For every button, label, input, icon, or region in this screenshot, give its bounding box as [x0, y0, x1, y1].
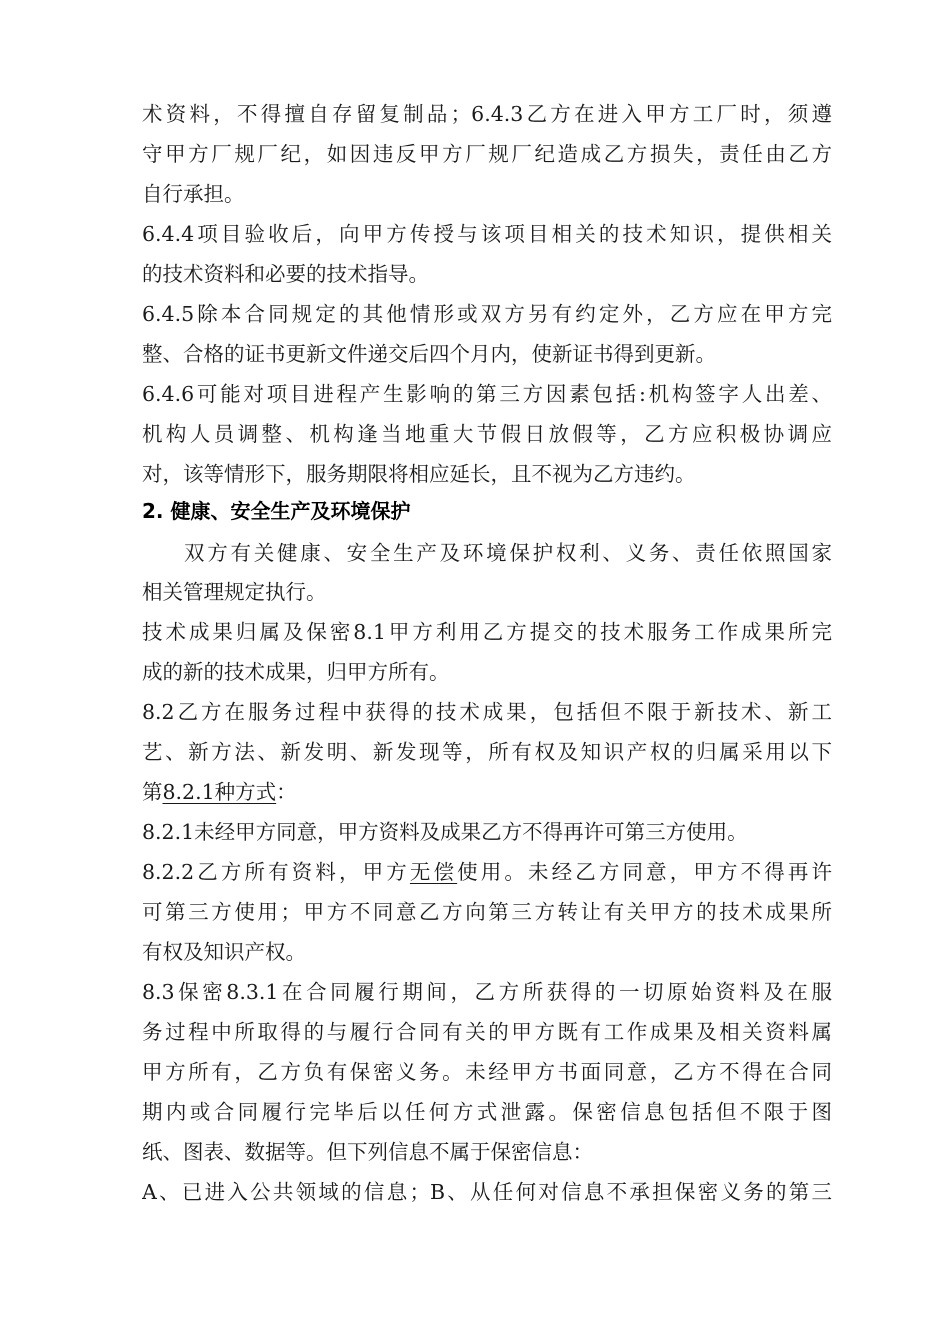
body-text-line: 6.4.6可能对项目进程产生影响的第三方因素包括:机构签字人出差、 [142, 382, 832, 406]
body-text-line [142, 854, 832, 890]
body-text-line: 8.2.1未经甲方同意，甲方资料及成果乙方不得再许可第三方使用。 [142, 820, 748, 844]
body-text-line: 务过程中所取得的与履行合同有关的甲方既有工作成果及相关资料属 [142, 1020, 832, 1044]
body-text-line: 成的新的技术成果，归甲方所有。 [142, 660, 450, 684]
underlined-option: 8.2.1种方式 [162, 780, 277, 804]
body-text-line: 甲方所有，乙方负有保密义务。未经甲方书面同意，乙方不得在合同 [142, 1060, 832, 1084]
body-text-line: 6.4.5除本合同规定的其他情形或双方另有约定外，乙方应在甲方完 [142, 302, 832, 326]
body-text-line: 可第三方使用；甲方不同意乙方向第三方转让有关甲方的技术成果所 [142, 900, 832, 924]
text-segment: ： [276, 780, 297, 804]
body-text-line: 术资料，不得擅自存留复制品；6.4.3乙方在进入甲方工厂时，须遵 [142, 102, 832, 126]
body-text-line: A、已进入公共领域的信息；B、从任何对信息不承担保密义务的第三 [142, 1180, 832, 1204]
body-text-line: 8.3保密8.3.1在合同履行期间，乙方所获得的一切原始资料及在服 [142, 980, 832, 1004]
body-text-line [142, 774, 832, 810]
body-text-line: 技术成果归属及保密8.1甲方利用乙方提交的技术服务工作成果所完 [142, 620, 832, 644]
body-text-line: 守甲方厂规厂纪，如因违反甲方厂规厂纪造成乙方损失，责任由乙方 [142, 142, 832, 166]
body-text-line: 相关管理规定执行。 [142, 580, 327, 604]
body-text-line: 艺、新方法、新发明、新发现等，所有权及知识产权的归属采用以下 [142, 740, 832, 764]
body-text-line: 对，该等情形下，服务期限将相应延长，且不视为乙方违约。 [142, 462, 696, 486]
body-text-line: 双方有关健康、安全生产及环境保护权利、义务、责任依照国家 [184, 541, 832, 565]
body-text-line: 自行承担。 [142, 182, 245, 206]
underlined-term: 无偿 [409, 860, 458, 884]
body-text-line: 机构人员调整、机构逢当地重大节假日放假等，乙方应积极协调应 [142, 422, 832, 446]
section-heading: 2. 健康、安全生产及环境保护 [142, 499, 411, 523]
body-text-line: 期内或合同履行完毕后以任何方式泄露。保密信息包括但不限于图 [142, 1100, 832, 1124]
body-text-line: 8.2乙方在服务过程中获得的技术成果，包括但不限于新技术、新工 [142, 700, 832, 724]
body-text-line: 的技术资料和必要的技术指导。 [142, 262, 429, 286]
body-text-line: 6.4.4项目验收后，向甲方传授与该项目相关的技术知识，提供相关 [142, 222, 832, 246]
body-text-line: 整、合格的证书更新文件递交后四个月内，使新证书得到更新。 [142, 342, 716, 366]
text-segment: 第 [142, 780, 163, 804]
body-text-line: 纸、图表、数据等。但下列信息不属于保密信息： [142, 1140, 593, 1164]
text-segment: 使用。未经乙方同意，甲方不得再许 [457, 860, 832, 884]
text-segment: 8.2.2乙方所有资料，甲方 [142, 860, 410, 884]
body-text-line: 有权及知识产权。 [142, 940, 306, 964]
